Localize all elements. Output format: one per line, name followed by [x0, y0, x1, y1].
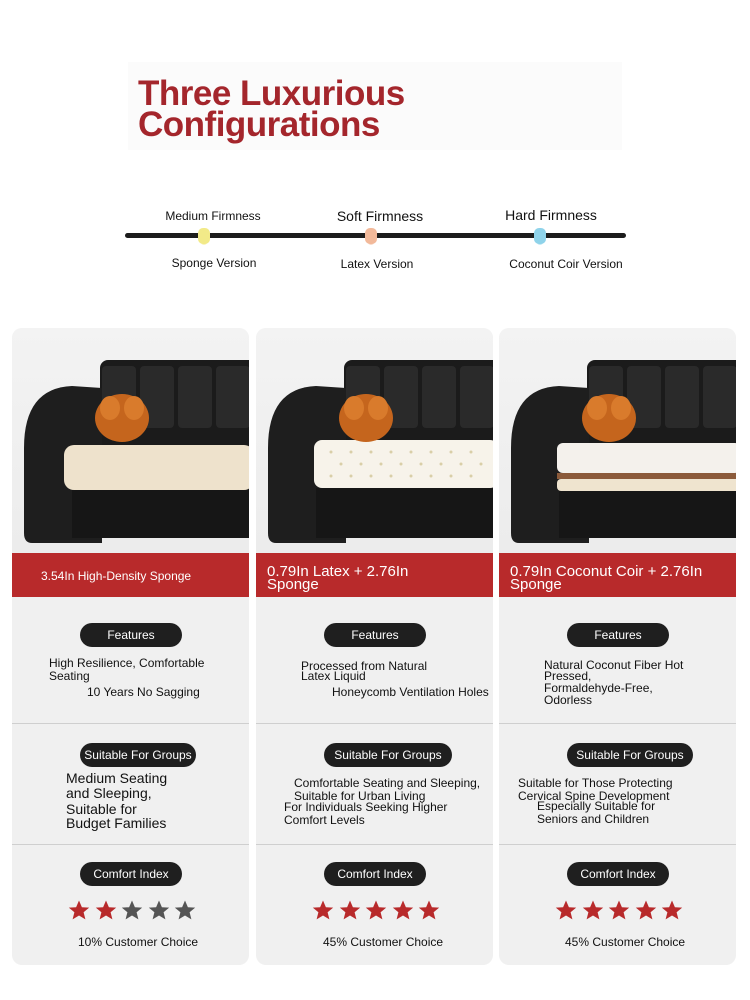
feature-line-2: Latex Liquid: [301, 669, 366, 683]
star-empty-icon: [147, 899, 171, 921]
firmness-scale: [0, 195, 750, 285]
groups-label-sponge: Suitable For Groups: [80, 743, 196, 767]
star-empty-icon: [173, 899, 197, 921]
features-label-sponge: Features: [80, 623, 182, 647]
feature-line-3: Formaldehyde-Free,: [544, 681, 653, 695]
sofa-image-coconut: [499, 328, 736, 553]
sofa-image-latex: [256, 328, 493, 553]
coconut-marker-icon: [534, 228, 546, 244]
star-filled-icon: [94, 899, 118, 921]
config-card-sponge: [12, 328, 249, 965]
comfort-label-sponge: Comfort Index: [80, 862, 182, 886]
feature-line-4: Odorless: [544, 693, 593, 707]
rating-stars-latex: [311, 899, 444, 923]
star-empty-icon: [120, 899, 144, 921]
version-label-latex: Latex Version: [340, 257, 414, 271]
config-card-coconut: [499, 328, 736, 965]
star-filled-icon: [364, 899, 388, 921]
group-line-3: For Individuals Seeking Higher: [284, 800, 448, 814]
latex-marker-icon: [365, 228, 377, 244]
feature-line-3: 10 Years No Sagging: [87, 685, 200, 699]
star-filled-icon: [554, 899, 578, 921]
customer-choice-latex: 45% Customer Choice: [323, 935, 444, 949]
version-label-coconut: Coconut Coir Version: [509, 257, 623, 271]
features-label-latex: Features: [324, 623, 426, 647]
rating-stars-sponge: [67, 899, 200, 923]
divider: [499, 844, 736, 845]
group-line-2: and Sleeping,: [66, 785, 152, 801]
customer-choice-coconut: 45% Customer Choice: [565, 935, 686, 949]
group-line-4: Seniors and Children: [537, 812, 650, 826]
config-card-latex: [256, 328, 493, 965]
feature-line-1: Processed from Natural: [301, 659, 428, 673]
feature-line-1: High Resilience, Comfortable: [49, 656, 205, 670]
spec-banner-sponge: [12, 553, 249, 597]
feature-line-2: Seating: [49, 669, 90, 683]
divider: [499, 723, 736, 724]
group-line-4: Comfort Levels: [284, 813, 365, 827]
group-line-1: Comfortable Seating and Sleeping,: [294, 776, 481, 790]
divider: [12, 723, 249, 724]
version-label-sponge: Sponge Version: [171, 256, 257, 270]
group-line-1: Medium Seating: [66, 770, 168, 786]
star-filled-icon: [417, 899, 441, 921]
feature-line-2: Pressed,: [544, 669, 592, 683]
star-filled-icon: [391, 899, 415, 921]
sofa-image-sponge: [12, 328, 249, 553]
group-line-2: Suitable for Urban Living: [294, 789, 426, 803]
spec-text-coconut-line2: Sponge: [510, 576, 562, 593]
group-line-3: Suitable for: [66, 801, 137, 817]
group-line-2: Cervical Spine Development: [518, 789, 670, 803]
spec-text-coconut-line1: 0.79In Coconut Coir + 2.76In: [510, 563, 703, 580]
spec-banner-latex: [256, 553, 493, 597]
groups-label-coconut: Suitable For Groups: [567, 743, 693, 767]
star-filled-icon: [660, 899, 684, 921]
divider: [12, 844, 249, 845]
comfort-label-latex: Comfort Index: [324, 862, 426, 886]
feature-line-3: Honeycomb Ventilation Holes: [332, 685, 489, 699]
star-filled-icon: [607, 899, 631, 921]
customer-choice-sponge: 10% Customer Choice: [78, 935, 199, 949]
star-filled-icon: [67, 899, 91, 921]
sponge-marker-icon: [198, 228, 210, 244]
firmness-label-medium: Medium Firmness: [165, 209, 261, 223]
firmness-label-soft: Soft Firmness: [336, 208, 424, 224]
page-title-line2: Configurations: [138, 105, 380, 144]
spec-text-latex-line2: Sponge: [267, 576, 319, 593]
star-filled-icon: [634, 899, 658, 921]
divider: [256, 844, 493, 845]
features-label-coconut: Features: [567, 623, 669, 647]
page-title: [138, 74, 405, 144]
spec-text-sponge: 3.54In High-Density Sponge: [41, 569, 192, 583]
star-filled-icon: [311, 899, 335, 921]
spec-text-latex-line1: 0.79In Latex + 2.76In: [267, 563, 409, 580]
comfort-label-coconut: Comfort Index: [567, 862, 669, 886]
group-line-3: Especially Suitable for: [537, 799, 656, 813]
page-title-line1: Three Luxurious: [138, 74, 405, 113]
group-line-4: Budget Families: [66, 815, 167, 831]
groups-label-latex: Suitable For Groups: [324, 743, 452, 767]
feature-line-1: Natural Coconut Fiber Hot: [544, 658, 684, 672]
spec-banner-coconut: [499, 553, 736, 597]
group-line-1: Suitable for Those Protecting: [518, 776, 673, 790]
rating-stars-coconut: [554, 899, 687, 923]
divider: [256, 723, 493, 724]
firmness-label-hard: Hard Firmness: [505, 207, 597, 223]
star-filled-icon: [581, 899, 605, 921]
star-filled-icon: [338, 899, 362, 921]
